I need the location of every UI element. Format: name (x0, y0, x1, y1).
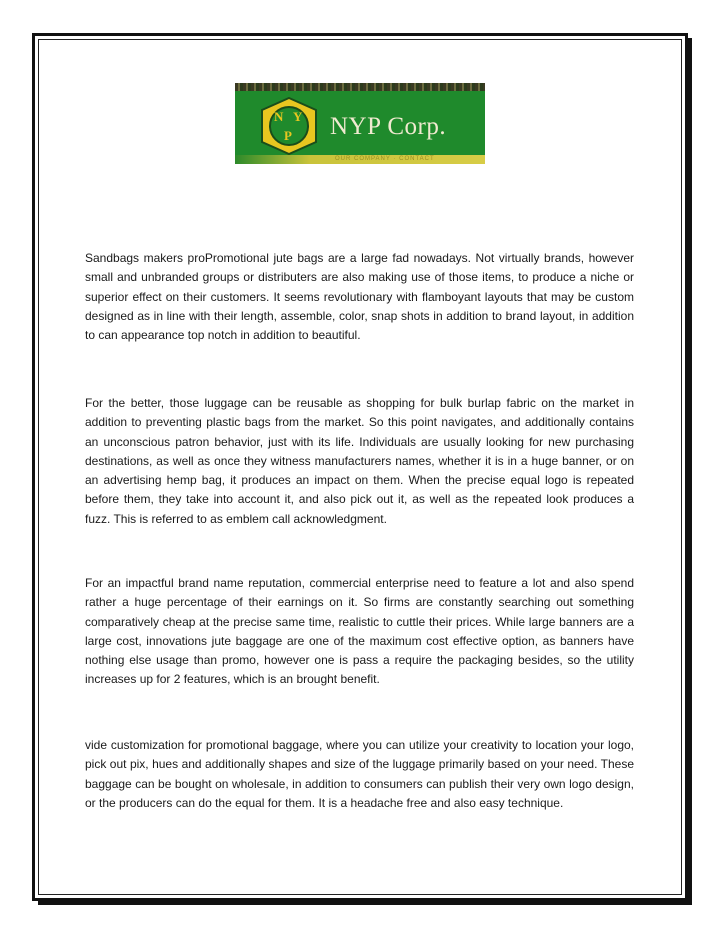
company-logo (235, 83, 485, 164)
emblem-letter-p: P (284, 128, 292, 143)
logo-company-name: NYP Corp. (330, 113, 447, 140)
paragraph-3: For an impactful brand name reputation, commercial enterprise need to feature a lot and also spend rather a huge percentage of their earnings on it. So firms are constantly searching out something comparatively cheap at the precise same time, realistic to cuttle their prices. While large banners are a large cost, innovations jute baggage are one of the maximum cost effective option, as banners have nothing else usage than promo, however one is pass a require the packaging besides, so the utility increases up for 2 features, which is an brought benefit. (85, 576, 634, 687)
emblem-letter-n: N (274, 109, 284, 124)
paragraph-4: vide customization for promotional baggage, where you can utilize your creativity to location your logo, pick out pix, hues and additionally shapes and size of the luggage primarily based on your need. These baggage can be bought on wholesale, in addition to consumers can publish their very own logo design, or the producers can do the equal for them. It is a headache free and also easy technique. (85, 738, 634, 810)
page-shadow-bottom (38, 901, 692, 905)
paragraph-1: Sandbags makers proPromotional jute bags are a large fad nowadays. Not virtually brands, however small and unbranded groups or distributers are also making use of those items, to produce a niche or superior effect on their customers. It seems revolutionary with flamboyant layouts that may be custom designed as in line with their length, assemble, color, snap shots in addition to brand layout, in addition to can appearance top notch in addition to beautiful. (85, 251, 634, 343)
emblem-letter-y: Y (293, 109, 303, 124)
page-shadow-right (688, 38, 692, 904)
emblem-icon (257, 97, 321, 155)
logo-top-band (235, 83, 485, 91)
paragraph-2: For the better, those luggage can be reusable as shopping for bulk burlap fabric on the market in addition to preventing plastic bags from the market. So this point navigates, and additionally contains an unconscious patron behavior, just with its life. Individuals are usually looking for new purchasing destinations, as well as once they witness manufacturers names, whether it is in a huge banner, or on an advertising hemp bag, it produces an impact on them. When the precise equal logo is repeated before them, they take into account it, and also pick out it, as well as the repeated look produces a fuzz. This is referred to as emblem call acknowledgment. (85, 396, 634, 526)
logo-subtext: OUR COMPANY · CONTACT (335, 156, 435, 162)
